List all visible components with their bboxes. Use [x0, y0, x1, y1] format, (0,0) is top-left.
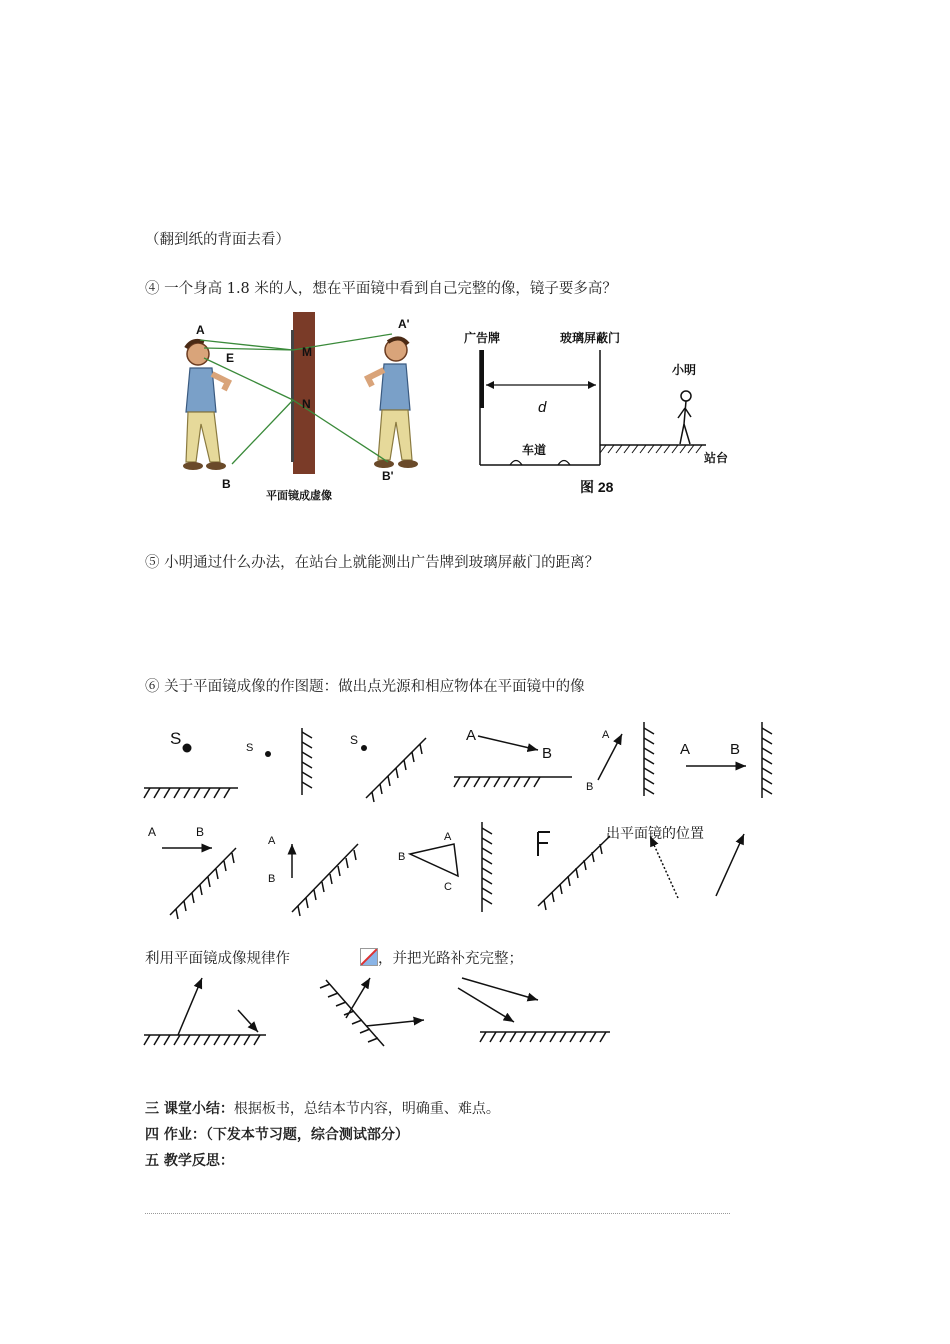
question-5: ⑤ 小明通过什么办法，在站台上就能测出广告牌到玻璃屏蔽门的距离？: [145, 555, 600, 571]
ex4-B: B: [542, 745, 553, 762]
ex4-A: A: [466, 727, 477, 744]
ex7-B: B: [196, 825, 205, 839]
ex3-S: S: [350, 733, 359, 747]
question-6: ⑥ 关于平面镜成像的作图题：做出点光源和相应物体在平面镜中的像: [145, 679, 585, 695]
question-4: ④ 一个身高 1.8 米的人，想在平面镜中看到自己完整的像，镜子要多高？: [145, 281, 617, 297]
ex5-A: A: [602, 729, 610, 741]
broken-image-icon: [360, 948, 378, 966]
ex5-B: B: [586, 781, 594, 793]
ex8-A: A: [268, 835, 276, 847]
platform-label: 站台: [704, 451, 729, 465]
ex2-S: S: [246, 742, 254, 754]
label-A: A: [196, 323, 205, 337]
ex9-B: B: [398, 851, 406, 863]
summary-heading: 三 课堂小结：: [145, 1101, 234, 1117]
ray-diagrams: [140, 970, 620, 1070]
overlay-partial-text: 出平面镜的位置: [606, 826, 704, 842]
ex9-A: A: [444, 831, 452, 843]
track-label: 车道: [522, 443, 547, 457]
summary-line: [145, 1098, 500, 1118]
ex6-B: B: [730, 741, 741, 758]
ex9-C: C: [444, 881, 452, 893]
billboard-label: 广告牌: [464, 331, 501, 345]
person-right-image: [368, 338, 418, 468]
label-N: N: [302, 397, 311, 411]
label-E: E: [226, 351, 235, 365]
footer-divider: [145, 1213, 730, 1214]
mirror-caption: 平面镜成虚像: [266, 490, 332, 502]
summary-body: 根据板书，总结本节内容，明确重、难点。: [233, 1101, 500, 1117]
mirror-image-figure: [170, 312, 440, 507]
person-left: [183, 341, 228, 470]
question-7-right: ，并把光路补充完整；: [378, 951, 523, 967]
reflection-line: 五 教学反思：: [145, 1153, 234, 1169]
station-figure: [458, 320, 748, 500]
label-A-image: A': [398, 317, 410, 331]
ex6-A: A: [680, 741, 691, 758]
glass-door-label: 玻璃屏蔽门: [560, 331, 621, 345]
label-B-image: B': [382, 469, 394, 483]
stick-person-icon: [678, 391, 691, 444]
ex8-B: B: [268, 873, 276, 885]
homework-line: 四 作业：（下发本节习题，综合测试部分）: [145, 1127, 409, 1143]
flip-note: （翻到纸的背面去看）: [145, 232, 290, 248]
ex1-S: S: [170, 729, 182, 748]
exercise-figures: [140, 710, 800, 920]
distance-d: d: [538, 399, 547, 416]
person-label: 小明: [672, 363, 697, 377]
label-B: B: [222, 477, 231, 491]
question-7: [145, 947, 523, 968]
question-7-left: 利用平面镜成像规律作: [145, 951, 290, 967]
ex7-A: A: [148, 825, 157, 839]
label-M: M: [302, 345, 312, 359]
figure-caption: 图 28: [580, 479, 614, 495]
